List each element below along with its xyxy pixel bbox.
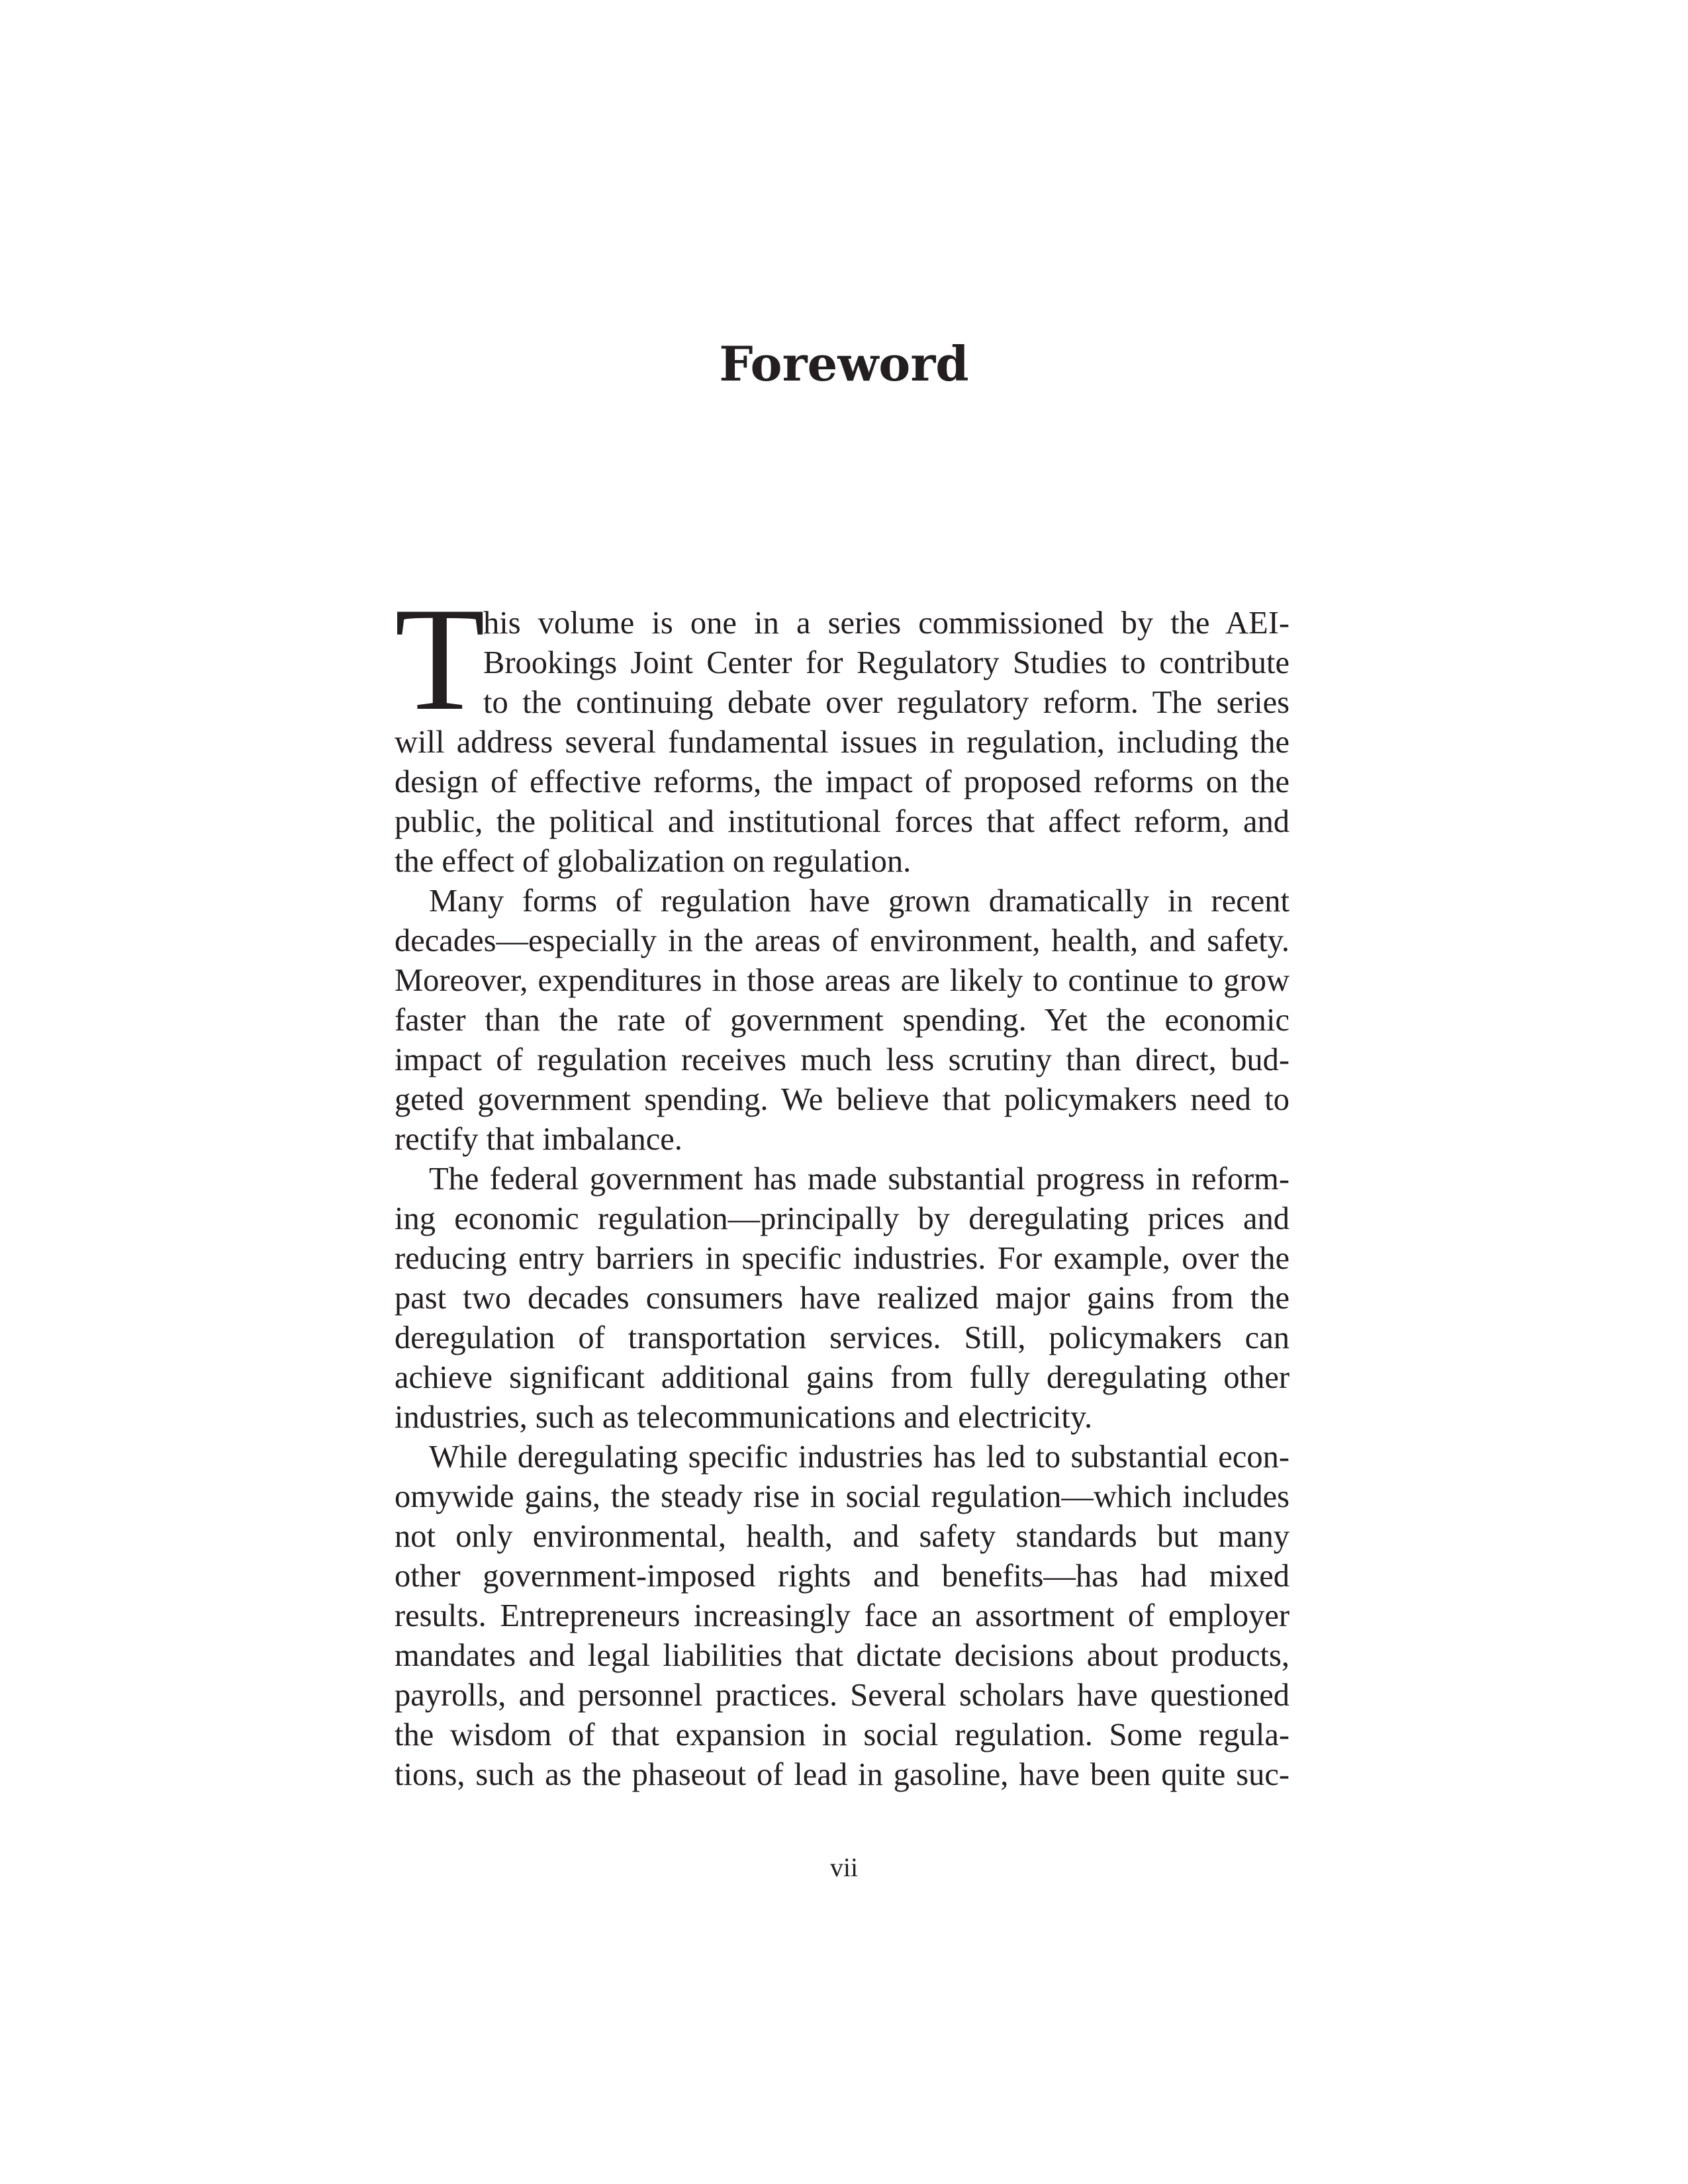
text-line: achieve significant additional gains from fully deregulating other <box>395 1360 1289 1395</box>
paragraph <box>395 1437 1289 1795</box>
text-line: Moreover, expenditures in those areas are likely to continue to grow <box>395 963 1289 998</box>
text-line: past two decades consumers have realized major gains from the <box>395 1281 1289 1316</box>
text-line: mandates and legal liabilities that dictate decisions about products, <box>395 1638 1289 1673</box>
text-line: The federal government has made substantial progress in reform- <box>429 1161 1289 1197</box>
text-line: his volume is one in a series commissioned by the AEI- <box>483 606 1289 641</box>
text-line: reducing entry barriers in specific industries. For example, over the <box>395 1241 1289 1276</box>
text-line: deregulation of transportation services. Still, policymakers can <box>395 1320 1289 1355</box>
text-line: public, the political and institutional forces that affect reform, and <box>395 804 1289 839</box>
text-line: industries, such as telecommunications and electricity. <box>395 1400 1093 1435</box>
text-line: other government-imposed rights and benefits—has had mixed <box>395 1559 1289 1594</box>
text-line: rectify that imbalance. <box>395 1122 682 1157</box>
text-line: results. Entrepreneurs increasingly face an assortment of employer <box>395 1598 1289 1633</box>
text-line: geted government spending. We believe that policymakers need to <box>395 1082 1289 1117</box>
text-line: impact of regulation receives much less scrutiny than direct, bud- <box>395 1042 1289 1077</box>
text-line: Brookings Joint Center for Regulatory Studies to contribute <box>483 645 1289 680</box>
page-title: Foreword <box>719 336 969 392</box>
text-line: decades—especially in the areas of environment, health, and safety. <box>395 923 1289 958</box>
text-line: tions, such as the phaseout of lead in gasoline, have been quite suc- <box>395 1757 1289 1792</box>
text-line: faster than the rate of government spending. Yet the economic <box>395 1003 1289 1038</box>
text-line: design of effective reforms, the impact of proposed reforms on the <box>395 764 1289 799</box>
text-line: Many forms of regulation have grown dramatically in recent <box>429 884 1289 919</box>
text-line: While deregulating specific industries has led to substantial econ- <box>429 1439 1289 1475</box>
text-line: will address several fundamental issues in regulation, including the <box>395 725 1289 760</box>
body-text <box>395 577 1289 1795</box>
text-line: the effect of globalization on regulation. <box>395 844 912 879</box>
text-line: omywide gains, the steady rise in social regulation—which includes <box>395 1479 1289 1514</box>
drop-cap: T <box>395 577 485 741</box>
text-line: to the continuing debate over regulatory reform. The series <box>483 685 1289 720</box>
page-number: vii <box>829 1852 859 1882</box>
text-line: ing economic regulation—principally by deregulating prices and <box>395 1201 1289 1236</box>
paragraph <box>395 577 1289 882</box>
paragraph <box>395 882 1289 1160</box>
paragraph <box>395 1160 1289 1437</box>
text-line: not only environmental, health, and safety standards but many <box>395 1519 1289 1554</box>
text-line: payrolls, and personnel practices. Several scholars have questioned <box>395 1678 1289 1713</box>
text-line: the wisdom of that expansion in social regulation. Some regula- <box>395 1717 1289 1752</box>
